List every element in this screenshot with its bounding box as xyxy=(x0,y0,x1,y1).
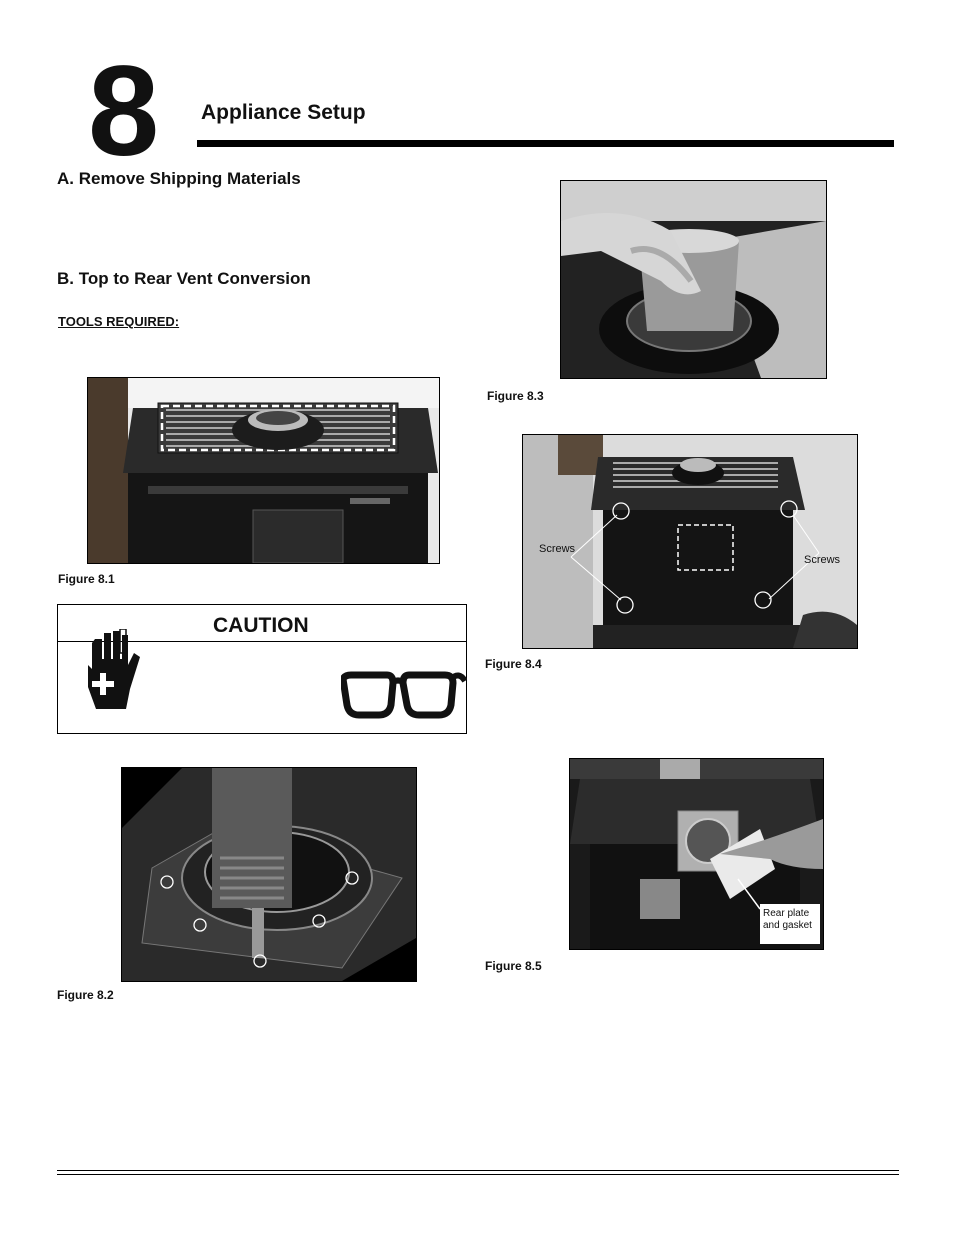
rear-plate-label-line1: Rear plate xyxy=(763,908,810,919)
chapter-title: Appliance Setup xyxy=(201,101,366,124)
figure-8-5-caption: Figure 8.5 xyxy=(485,959,542,973)
screws-label-right: Screws xyxy=(804,554,841,566)
rear-plate-label xyxy=(763,908,812,932)
chapter-number: 8 xyxy=(88,40,160,183)
figure-8-2-caption: Figure 8.2 xyxy=(57,988,114,1002)
figure-8-3-caption: Figure 8.3 xyxy=(487,389,544,403)
figure-8-1-photo xyxy=(87,377,440,564)
screws-label-left: Screws xyxy=(539,543,576,555)
section-b-heading: B. Top to Rear Vent Conversion xyxy=(57,269,311,288)
figure-8-2-photo xyxy=(121,767,417,982)
footer-rule-bottom xyxy=(57,1174,899,1175)
glove-first-aid-icon xyxy=(86,629,142,709)
safety-glasses-icon xyxy=(341,671,467,719)
figure-8-4-photo xyxy=(522,434,858,649)
section-a-heading: A. Remove Shipping Materials xyxy=(57,169,301,188)
rear-plate-label-line2: and gasket xyxy=(763,920,812,931)
figure-8-1-caption: Figure 8.1 xyxy=(58,572,115,586)
figure-8-3-photo xyxy=(560,180,827,379)
tools-required-label: TOOLS REQUIRED: xyxy=(58,314,180,329)
caution-title: CAUTION xyxy=(213,614,309,637)
figure-8-4-caption: Figure 8.4 xyxy=(485,657,542,671)
footer-rule-top xyxy=(57,1170,899,1171)
figure-8-5-photo xyxy=(569,758,824,950)
title-rule xyxy=(197,140,894,147)
caution-box xyxy=(57,604,467,734)
